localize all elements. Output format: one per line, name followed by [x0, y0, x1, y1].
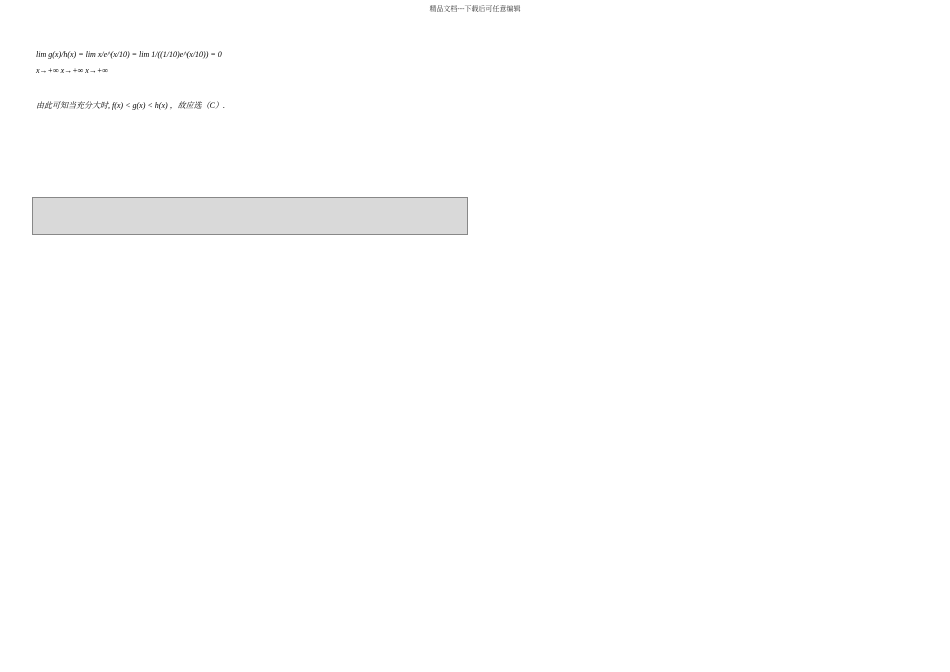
- left-line-2: x→+∞ x→+∞ x→+∞: [36, 66, 108, 75]
- remark-box: [32, 197, 468, 235]
- left-line-3: 由此可知当充分大时, f(x) < g(x) < h(x) ，故应选（C）.: [36, 101, 225, 110]
- left-line-1: lim g(x)/h(x) = lim x/e^(x/10) = lim 1/((1/10)e^(x/10)) = 0: [36, 50, 222, 59]
- page-header: 精品文档---下载后可任意编辑: [429, 5, 521, 13]
